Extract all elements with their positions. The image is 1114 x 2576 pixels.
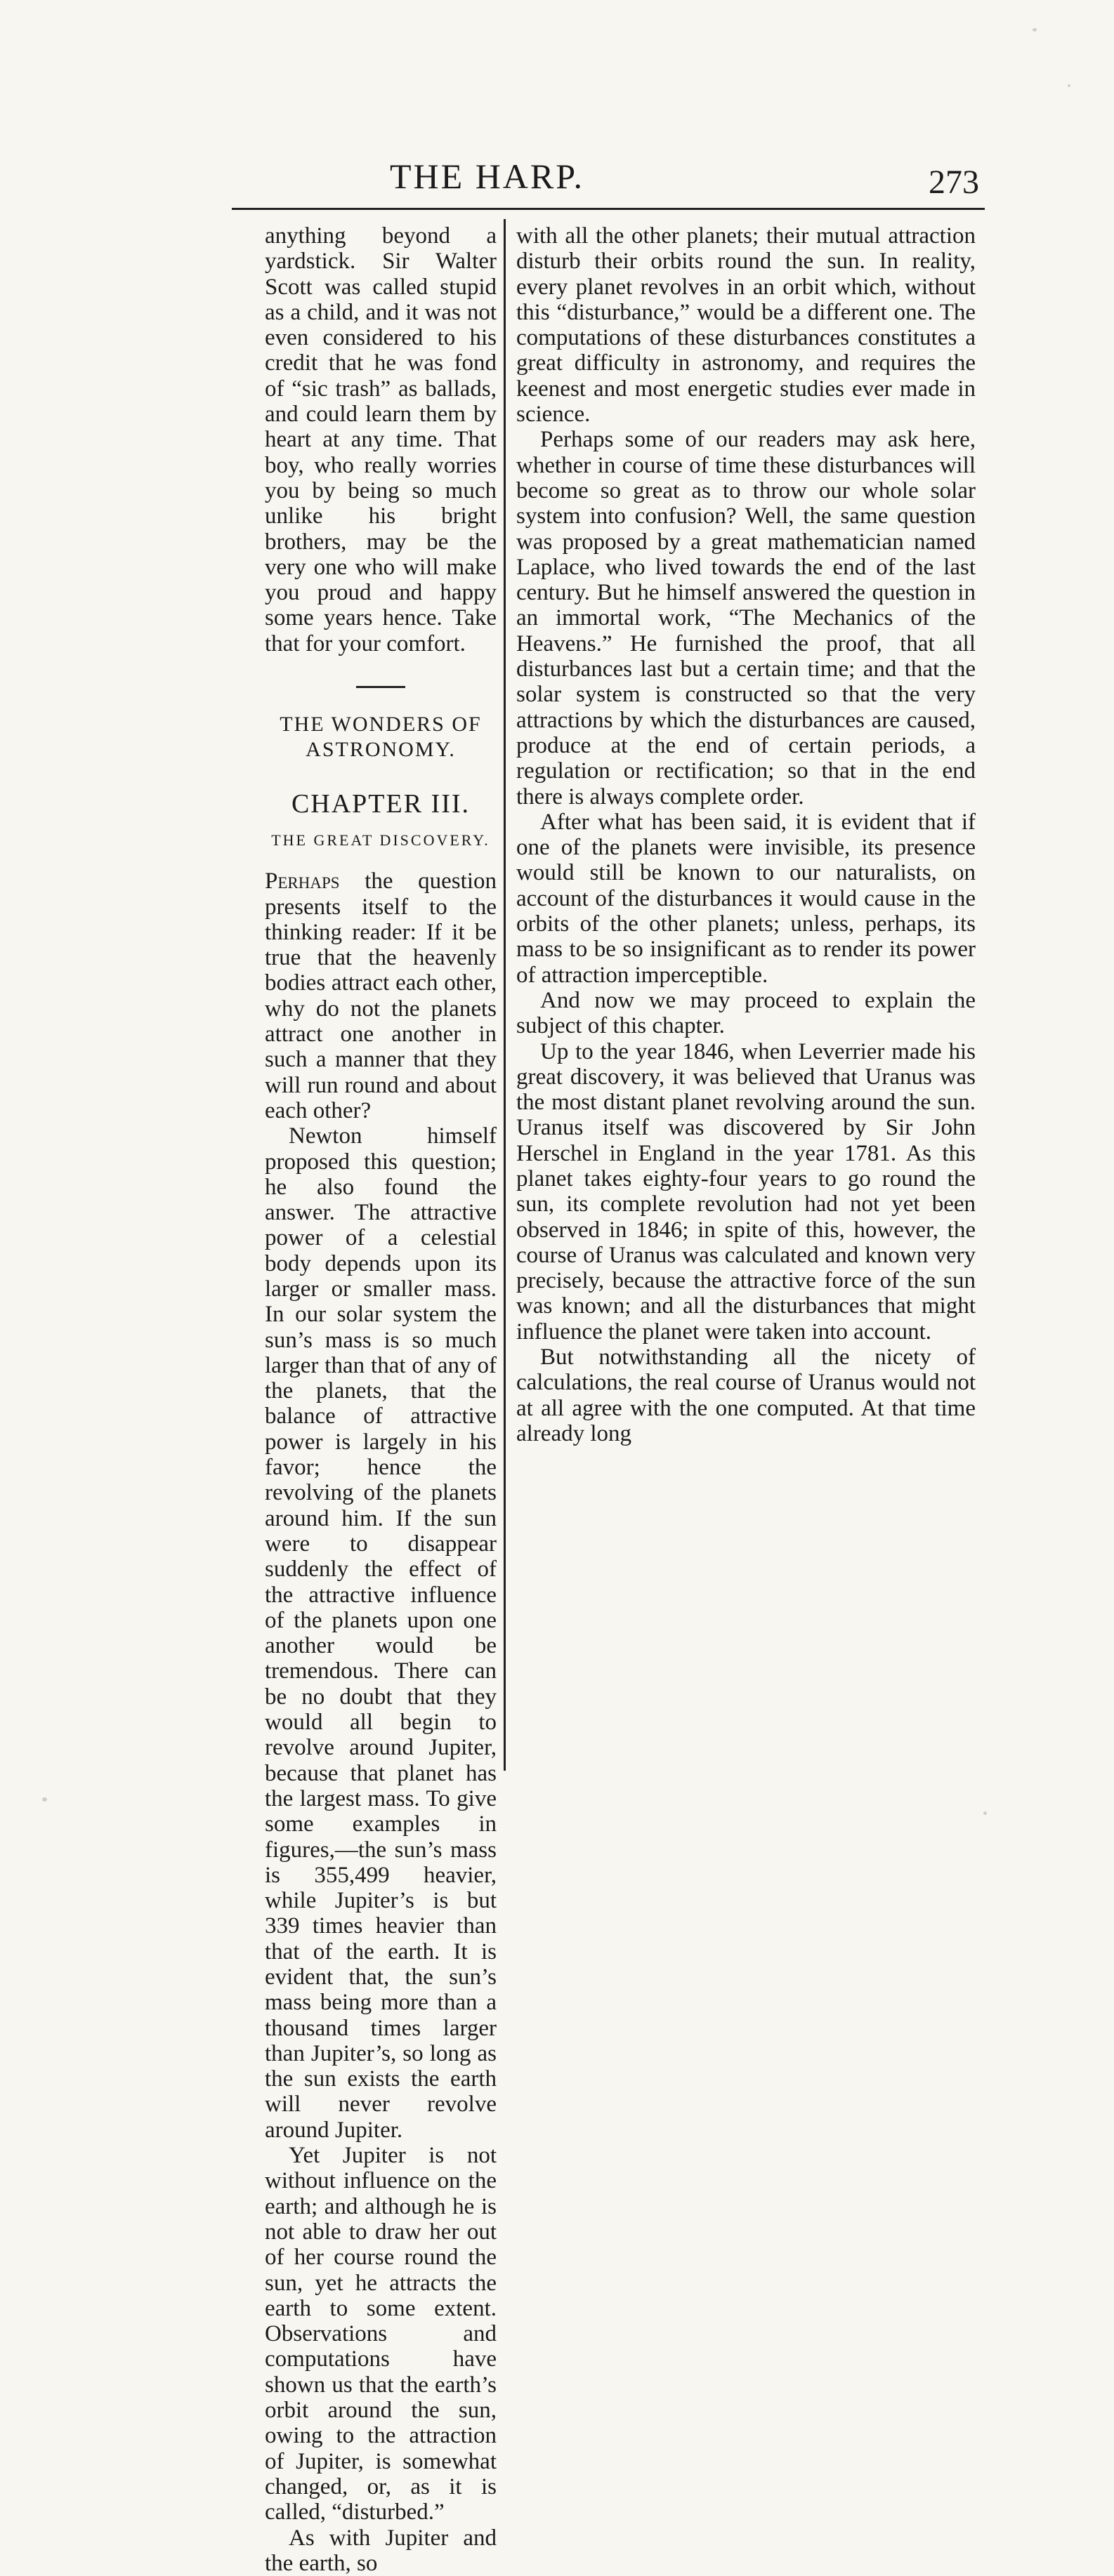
section-title: THE GREAT DISCOVERY.	[271, 831, 490, 849]
section-divider	[356, 686, 405, 688]
column-divider	[504, 219, 506, 1771]
paragraph-text: the question presents itself to the thinking reader: If it be true that the heavenly bodies attract each other, why do not the planets attract one another in such a manner that they will run round and about each other?	[265, 868, 497, 1123]
running-head	[0, 153, 1114, 202]
paragraph: Perhaps some of our readers may ask here, whether in course of time these disturbances will become so great as to throw our whole solar system into confusion? Well, the same question was proposed by a great mathematician named Laplace, who lived towards the end of the last century. But he himself answered the question in an immortal work, “The Mechanics of the Heavens.” He furnished the proof, that all disturbances last but a certain time; and that the solar system is constructed so that the very attractions by which the disturbances are caused, produce at the end of certain periods, a regulation or rectification; so that in the end there is always complete order.	[516, 427, 976, 810]
chapter-title: CHAPTER III.	[291, 788, 471, 819]
article-title: THE WONDERS OF ASTRONOMY.	[280, 713, 482, 762]
paper-speck	[42, 1797, 47, 1802]
header-rule	[232, 208, 985, 210]
page-number: 273	[929, 164, 979, 201]
page-title: THE HARP.	[390, 157, 585, 196]
right-column	[511, 223, 976, 1446]
paragraph: Newton himself proposed this question; he also found the answer. The attractive power of a celestial body depends upon its larger or smaller mass. In our solar system the sun’s mass is so much larger than that of any of the planets, that the balance of attractive power is largely in his favor; hence the revolving of the planets around him. If the sun were to disappear suddenly the effect of the attractive influence of the planets upon one another would be tremendous. There can be no doubt that they would all begin to revolve around Jupiter, because that planet has the largest mass. To give some examples in figures,—the sun’s mass is 355,499 heavier, while Jupiter’s is but 339 times heavier than that of the earth. It is evident that, the sun’s mass being more than a thousand times larger than Jupiter’s, so long as the sun exists the earth will never revolve around Jupiter.	[265, 1123, 497, 2143]
paragraph: Up to the year 1846, when Leverrier made his great discovery, it was believed that Uranus was the most distant planet revolving around the sun. Uranus itself was discovered by Sir John Herschel in England in the year 1781. As this planet takes eighty-four years to go round the sun, its complete revolution had not yet been observed in 1846; in spite of this, however, the course of Uranus was calculated and known very precisely, because the attractive force of the sun was known; and all the disturbances that might influence the planet were taken into account.	[516, 1038, 976, 1345]
paper-speck	[983, 1811, 987, 1815]
paragraph: As with Jupiter and the earth, so	[265, 2525, 497, 2576]
left-column	[265, 223, 497, 2576]
lead-word: Perhaps	[265, 868, 340, 894]
paper-speck	[1068, 84, 1070, 87]
paragraph	[265, 868, 497, 1123]
paragraph: Yet Jupiter is not without influence on the earth; and although he is not able to draw her out of her course round the sun, yet he attracts the earth to some extent. Observations and computations have shown us that the earth’s orbit around the sun, owing to the attraction of Jupiter, is somewhat changed, or, as it is called, “disturbed.”	[265, 2143, 497, 2525]
paragraph: After what has been said, it is evident that if one of the planets were invisible, its presence would still be known to our naturalists, on account of the disturbances it would cause in the orbits of the other planets; unless, perhaps, its mass to be so insignificant as to render its power of attraction imperceptible.	[516, 809, 976, 988]
paragraph: with all the other planets; their mutual attraction disturb their orbits round the sun. In reality, every planet revolves in an orbit which, without this “disturbance,” would be a different one. The computations of these disturbances constitutes a great difficulty in astronomy, and requires the keenest and most energetic studies ever made in science.	[516, 223, 976, 428]
paper-speck	[1033, 28, 1037, 32]
paragraph: And now we may proceed to explain the subject of this chapter.	[516, 987, 976, 1039]
paragraph: But notwithstanding all the nicety of calculations, the real course of Uranus would not at all agree with the one computed. At that time already long	[516, 1345, 976, 1446]
intro-paragraph: anything beyond a yardstick. Sir Walter Scott was called stupid as a child, and it was not even considered to his credit that he was fond of “sic trash” as ballads, and could learn them by heart at any time. That boy, who really worries you by being so much unlike his bright brothers, may be the very one who will make you proud and happy some years hence. Take that for your comfort.	[265, 223, 497, 656]
